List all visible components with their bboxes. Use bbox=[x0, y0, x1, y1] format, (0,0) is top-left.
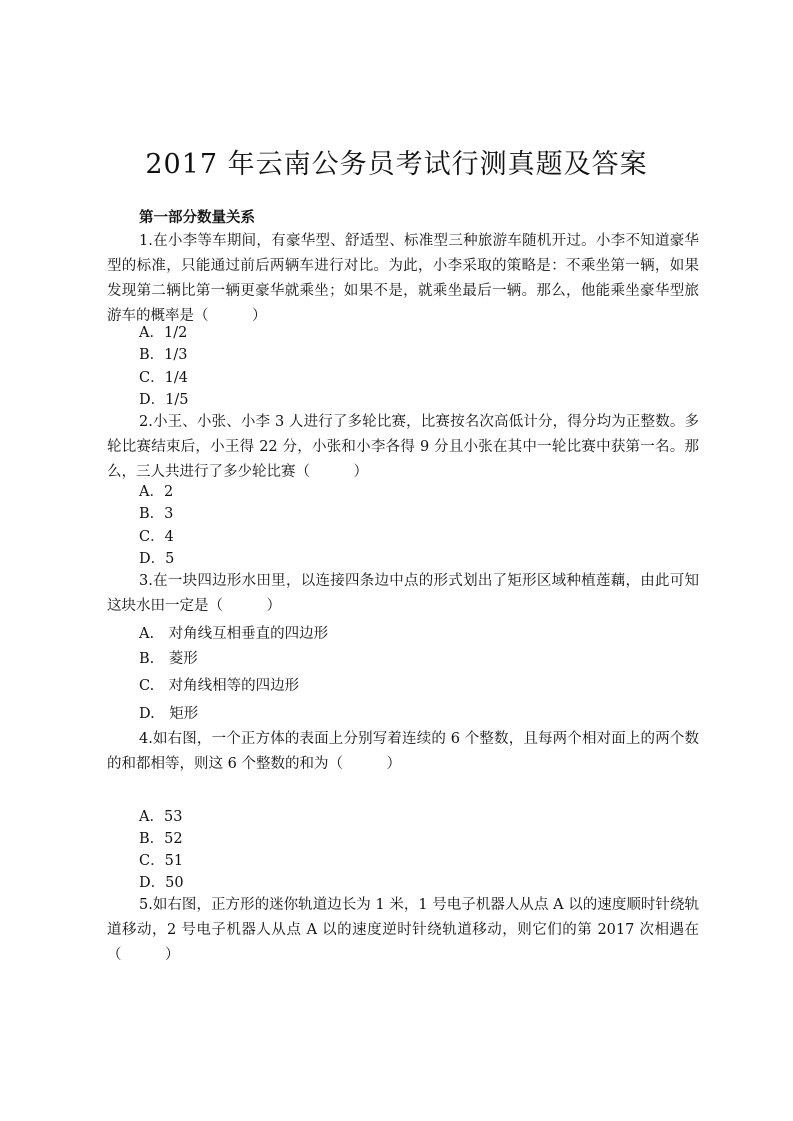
question-1-option-a: A．1/2 bbox=[139, 325, 188, 341]
question-5-text: 5.如右图，正方形的迷你轨道边长为 1 米，1 号电子机器人从点 A 以的速度顺时针绕轨道移动，2 号电子机器人从点 A 以的速度逆时针绕轨道移动，则它们的第 2017 次相遇在（ ） bbox=[107, 897, 699, 963]
question-3-option-a: A. 对角线互相垂直的四边形 bbox=[139, 626, 329, 642]
question-4-option-a: A．53 bbox=[139, 809, 183, 825]
question-2-text: 2.小王、小张、小李 3 人进行了多轮比赛，比赛按名次高低计分，得分均为正整数。多轮比赛结束后，小王得 22 分，小张和小李各得 9 分且小张在其中一轮比赛中获第一名。那么，三人共进行了多少轮比赛（ ） bbox=[107, 414, 699, 480]
question-3-option-d: D. 矩形 bbox=[139, 706, 199, 722]
question-2-option-a: A．2 bbox=[139, 484, 174, 500]
question-1-text: 1.在小李等车期间，有豪华型、舒适型、标准型三种旅游车随机开过。小李不知道豪华型的标准，只能通过前后两辆车进行对比。为此，小李采取的策略是：不乘坐第一辆，如果发现第二辆比第一辆更豪华就乘坐；如果不是，就乘坐最后一辆。那么，他能乘坐豪华型旅游车的概率是（ ） bbox=[107, 233, 699, 324]
question-3-option-b: B. 菱形 bbox=[139, 651, 198, 667]
document-title: 2017 年云南公务员考试行测真题及答案 bbox=[145, 149, 648, 180]
question-3-text: 3.在一块四边形水田里，以连接四条边中点的形式划出了矩形区域种植莲藕，由此可知这块水田一定是（ ） bbox=[107, 573, 699, 614]
question-1-option-b: B．1/3 bbox=[139, 347, 188, 363]
question-3-option-c: C. 对角线相等的四边形 bbox=[139, 678, 300, 694]
section-heading: 第一部分数量关系 bbox=[139, 210, 255, 226]
question-2-option-b: B．3 bbox=[139, 506, 174, 522]
question-4-option-d: D．50 bbox=[139, 875, 184, 891]
question-2-option-d: D．5 bbox=[139, 551, 175, 567]
question-4-option-b: B．52 bbox=[139, 831, 183, 847]
question-2-option-c: C．4 bbox=[139, 529, 174, 545]
question-1-option-c: C．1/4 bbox=[139, 370, 188, 386]
question-4-text: 4.如右图，一个正方体的表面上分别写着连续的 6 个整数，且每两个相对面上的两个数的和都相等，则这 6 个整数的和为（ ） bbox=[107, 731, 699, 772]
question-4-option-c: C．51 bbox=[139, 853, 184, 869]
question-1-option-d: D．1/5 bbox=[139, 392, 189, 408]
